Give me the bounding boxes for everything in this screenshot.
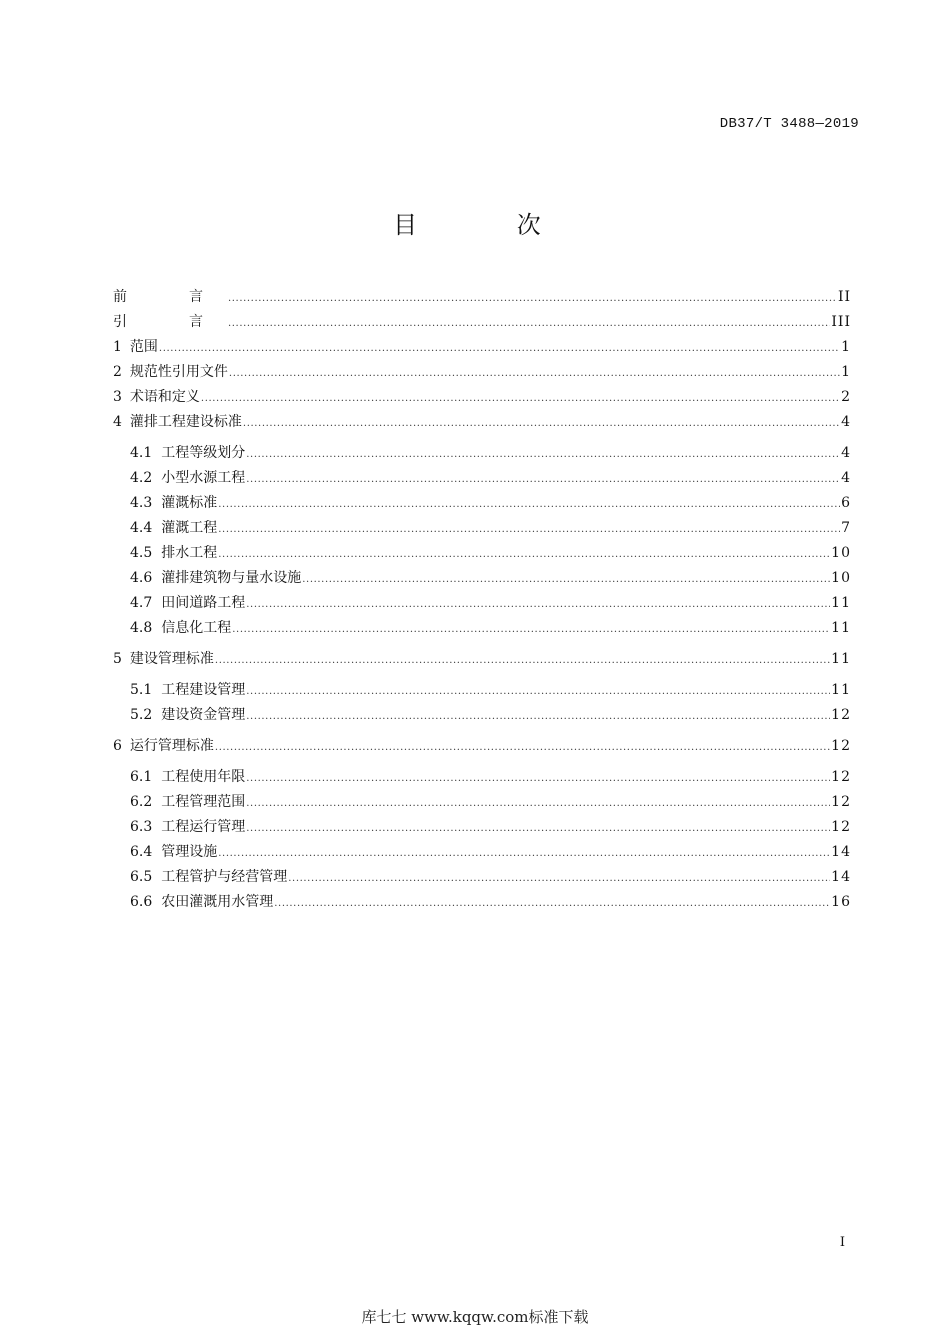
dot-leader bbox=[218, 541, 830, 567]
toc-entry-page: 7 bbox=[841, 520, 851, 536]
toc-entry-label: 范围 bbox=[129, 339, 158, 355]
dot-leader bbox=[246, 441, 840, 467]
dot-leader bbox=[246, 790, 830, 816]
toc-entry-label: 工程建设管理 bbox=[161, 682, 246, 698]
toc-entry-number: 4 bbox=[113, 414, 122, 430]
toc-entry-number: 4.3 bbox=[130, 495, 153, 511]
toc-entry-number: 6.1 bbox=[130, 769, 153, 785]
toc-entry-number: 4.8 bbox=[130, 620, 153, 636]
toc-entry-page: 11 bbox=[831, 620, 851, 636]
toc-entry-page: 11 bbox=[831, 651, 851, 667]
toc-entry-number: 2 bbox=[113, 364, 122, 380]
toc-entry[interactable] bbox=[113, 765, 851, 790]
toc-entry-label: 信息化工程 bbox=[161, 620, 232, 636]
toc-entry-page: 12 bbox=[831, 769, 851, 785]
toc-entry-label: 工程管理范围 bbox=[161, 794, 246, 810]
toc-entry[interactable] bbox=[113, 360, 851, 385]
toc-entry-number: 1 bbox=[113, 339, 122, 355]
dot-leader bbox=[246, 815, 830, 841]
toc-entry-page: II bbox=[837, 289, 851, 305]
toc-entry-number: 4.7 bbox=[130, 595, 153, 611]
dot-leader bbox=[243, 410, 840, 436]
dot-leader bbox=[288, 865, 830, 891]
toc-entry-page: 12 bbox=[831, 738, 851, 754]
toc-entry-label: 灌溉工程 bbox=[161, 520, 218, 536]
toc-entry-page: 4 bbox=[841, 470, 851, 486]
toc-entry-label: 建设资金管理 bbox=[161, 707, 246, 723]
toc-entry[interactable] bbox=[113, 335, 851, 360]
toc-entry-label: 管理设施 bbox=[161, 844, 218, 860]
toc-entry-page: 4 bbox=[841, 445, 851, 461]
toc-entry-page: 11 bbox=[831, 595, 851, 611]
toc-entry[interactable] bbox=[113, 703, 851, 728]
dot-leader bbox=[228, 285, 837, 311]
toc-entry-label: 农田灌溉用水管理 bbox=[161, 894, 274, 910]
toc-entry-label: 前 言 bbox=[113, 289, 227, 305]
toc-entry-label: 工程运行管理 bbox=[161, 819, 246, 835]
dot-leader bbox=[218, 516, 840, 542]
toc-entry-number: 4.1 bbox=[130, 445, 153, 461]
dot-leader bbox=[246, 765, 830, 791]
toc-entry-number: 4.4 bbox=[130, 520, 153, 536]
toc-entry-number: 4.5 bbox=[130, 545, 153, 561]
toc-entry[interactable] bbox=[113, 516, 851, 541]
dot-leader bbox=[159, 335, 840, 361]
dot-leader bbox=[246, 466, 840, 492]
toc-entry-page: 4 bbox=[841, 414, 851, 430]
toc-entry-label: 田间道路工程 bbox=[161, 595, 246, 611]
toc-entry-label: 灌溉标准 bbox=[161, 495, 218, 511]
toc-entry-label: 引 言 bbox=[113, 314, 227, 330]
toc-entry[interactable] bbox=[113, 790, 851, 815]
toc-entry[interactable] bbox=[113, 385, 851, 410]
toc-entry[interactable] bbox=[113, 616, 851, 641]
dot-leader bbox=[218, 840, 830, 866]
toc-entry[interactable] bbox=[113, 491, 851, 516]
dot-leader bbox=[246, 678, 830, 704]
toc-entry-page: 1 bbox=[841, 364, 851, 380]
standard-code: DB37/T 3488—2019 bbox=[719, 116, 859, 132]
toc-entry-number: 6.5 bbox=[130, 869, 153, 885]
toc-entry-page: 14 bbox=[831, 869, 851, 885]
toc-entry-label: 灌排工程建设标准 bbox=[129, 414, 242, 430]
toc-entry[interactable] bbox=[113, 890, 851, 915]
page-title: 目 次 bbox=[393, 211, 587, 239]
dot-leader bbox=[228, 310, 830, 336]
toc-entry-page: 16 bbox=[831, 894, 851, 910]
table-of-contents bbox=[113, 285, 851, 915]
dot-leader bbox=[274, 890, 830, 916]
dot-leader bbox=[215, 647, 830, 673]
toc-entry-page: 14 bbox=[831, 844, 851, 860]
toc-entry-label: 术语和定义 bbox=[129, 389, 200, 405]
toc-entry-number: 4.6 bbox=[130, 570, 153, 586]
toc-entry-page: 11 bbox=[831, 682, 851, 698]
toc-entry-label: 灌排建筑物与量水设施 bbox=[161, 570, 302, 586]
toc-entry-page: 12 bbox=[831, 707, 851, 723]
toc-entry[interactable] bbox=[113, 647, 851, 672]
toc-entry[interactable] bbox=[113, 734, 851, 759]
toc-entry-number: 6.2 bbox=[130, 794, 153, 810]
toc-entry[interactable] bbox=[113, 410, 851, 435]
toc-entry[interactable] bbox=[113, 591, 851, 616]
toc-entry[interactable] bbox=[113, 865, 851, 890]
toc-entry[interactable] bbox=[113, 840, 851, 865]
dot-leader bbox=[201, 385, 840, 411]
toc-entry[interactable] bbox=[113, 541, 851, 566]
page-number: I bbox=[839, 1235, 845, 1250]
toc-entry-number: 5.1 bbox=[130, 682, 153, 698]
toc-entry[interactable] bbox=[113, 466, 851, 491]
toc-entry-number: 6.4 bbox=[130, 844, 153, 860]
toc-entry-page: III bbox=[831, 314, 851, 330]
toc-entry-page: 2 bbox=[841, 389, 851, 405]
dot-leader bbox=[302, 566, 830, 592]
dot-leader bbox=[215, 734, 830, 760]
toc-entry[interactable] bbox=[113, 285, 851, 310]
dot-leader bbox=[218, 491, 840, 517]
toc-entry-label: 工程使用年限 bbox=[161, 769, 246, 785]
toc-entry-number: 4.2 bbox=[130, 470, 153, 486]
toc-entry-page: 12 bbox=[831, 794, 851, 810]
dot-leader bbox=[232, 616, 830, 642]
footer-watermark: 库七七 www.kqqw.com标准下载 bbox=[361, 1308, 589, 1326]
toc-entry-page: 1 bbox=[841, 339, 851, 355]
toc-entry-label: 工程管护与经营管理 bbox=[161, 869, 288, 885]
toc-entry[interactable] bbox=[113, 566, 851, 591]
toc-entry-number: 3 bbox=[113, 389, 122, 405]
toc-entry-page: 10 bbox=[831, 545, 851, 561]
dot-leader bbox=[246, 703, 830, 729]
toc-entry-number: 6.3 bbox=[130, 819, 153, 835]
toc-entry-number: 6.6 bbox=[130, 894, 153, 910]
toc-entry-label: 排水工程 bbox=[161, 545, 218, 561]
toc-entry[interactable] bbox=[113, 310, 851, 335]
toc-entry-label: 运行管理标准 bbox=[129, 738, 214, 754]
toc-entry[interactable] bbox=[113, 441, 851, 466]
toc-entry-page: 10 bbox=[831, 570, 851, 586]
toc-entry[interactable] bbox=[113, 678, 851, 703]
toc-entry-label: 规范性引用文件 bbox=[129, 364, 228, 380]
toc-entry-number: 5.2 bbox=[130, 707, 153, 723]
dot-leader bbox=[246, 591, 830, 617]
toc-entry[interactable] bbox=[113, 815, 851, 840]
toc-entry-number: 5 bbox=[113, 651, 122, 667]
toc-entry-number: 6 bbox=[113, 738, 122, 754]
toc-entry-label: 工程等级划分 bbox=[161, 445, 246, 461]
toc-entry-label: 小型水源工程 bbox=[161, 470, 246, 486]
toc-entry-page: 6 bbox=[841, 495, 851, 511]
toc-entry-label: 建设管理标准 bbox=[129, 651, 214, 667]
toc-entry-page: 12 bbox=[831, 819, 851, 835]
dot-leader bbox=[229, 360, 840, 386]
